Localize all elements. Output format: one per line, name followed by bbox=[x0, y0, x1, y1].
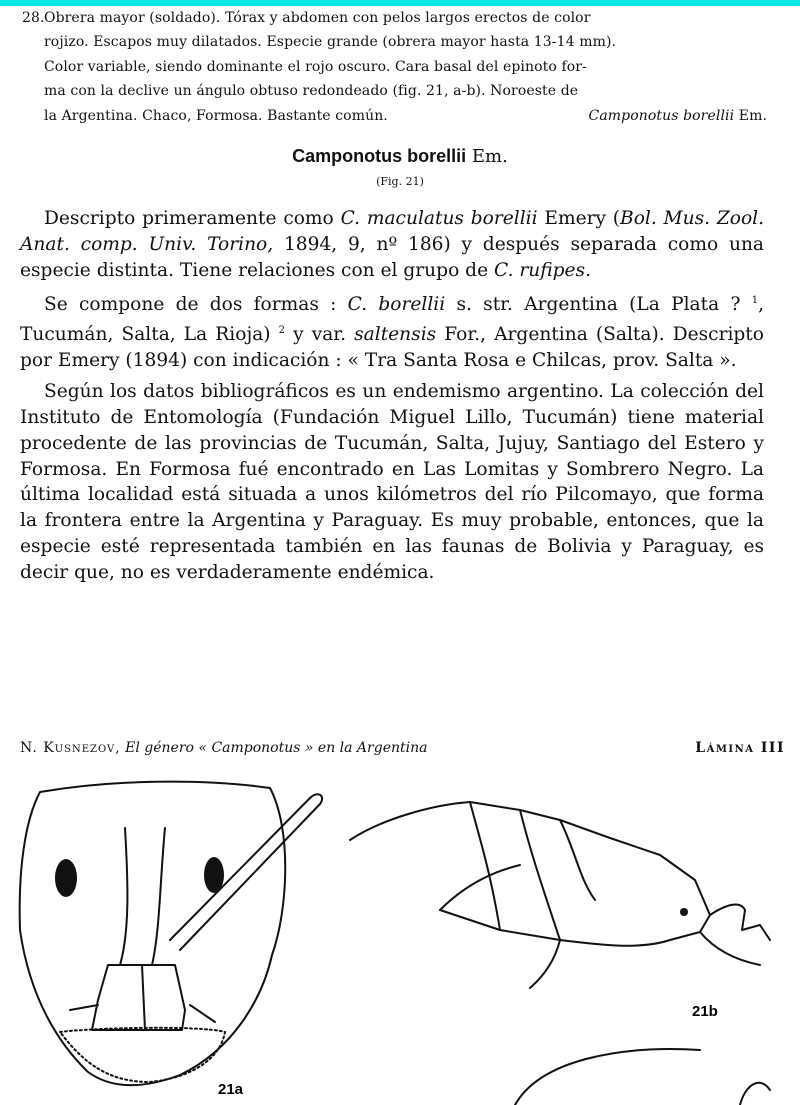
antennal-scape-drawing bbox=[170, 794, 322, 950]
paragraph-3: Según los datos bibliográficos es un endemismo argentino. La colección del Instituto de Entomología (Fundación Miguel Lillo, Tucumán) tiene material procedente de las provincias de Tucumán, Salta, Jujuy, Santiago del Estero y Formosa. En Formosa fué encontrado en Las Lomitas y Sombrero Negro. La última localidad está situada a unos kilómetros del río Pilcomayo, que forma la frontera entre la Argentina y Paraguay. Es muy probable, entonces, que la especie esté representada también en las faunas de Bolivia y Paraguay, es decir que, no es verdaderamente endémica. bbox=[20, 381, 764, 583]
figure-label-21a: 21a bbox=[218, 1081, 244, 1098]
p2-taxon: C. borellii bbox=[347, 294, 446, 316]
plate-number: Lámina III bbox=[695, 740, 785, 756]
thorax-outline-drawing bbox=[350, 802, 710, 946]
right-eye-drawing bbox=[204, 857, 224, 893]
figure-label-21b: 21b bbox=[692, 1003, 718, 1020]
plate-title-a: El género bbox=[125, 740, 194, 756]
species-heading-author: Em. bbox=[471, 146, 508, 167]
plate-title-c: en la Argentina bbox=[317, 740, 428, 756]
key-line-5 bbox=[22, 104, 767, 128]
p2-variety: saltensis bbox=[354, 324, 437, 346]
frontal-carinae-drawing bbox=[120, 828, 165, 965]
plate-author: N. Kusnezov, bbox=[20, 740, 121, 756]
key-line-2: rojizo. Escapos muy dilatados. Especie grande (obrera mayor hasta 13-14 mm). bbox=[44, 34, 617, 51]
p1-citation: Bol. Mus. Zool. Anat. comp. Univ. Torino, bbox=[20, 208, 764, 255]
plate-title-b: « Camponotus » bbox=[198, 740, 314, 756]
p1-text-a: Descripto primeramente como bbox=[44, 208, 341, 229]
left-eye-drawing bbox=[55, 859, 77, 897]
p2-text-c: s. str. Argentina (La Plata ? bbox=[445, 294, 752, 316]
p2-text-a: Se compone de dos formas : bbox=[44, 294, 348, 316]
p2-text-d: , Tucumán, Salta, La Rioja) bbox=[20, 294, 764, 346]
key-species-name: Camponotus borellii bbox=[588, 107, 735, 124]
paragraph-2 bbox=[20, 288, 764, 374]
p2-text-g: For., Argentina (Salta). Descripto por Emery (1894) con indicación : « Tra Santa Rosa e Chilcas, prov. Salta ». bbox=[20, 324, 764, 372]
legs-drawing bbox=[530, 905, 770, 988]
key-species-result bbox=[589, 104, 767, 128]
thorax-sutures-drawing bbox=[440, 802, 595, 940]
p1-text-c: Emery ( bbox=[537, 208, 621, 229]
plate-header bbox=[20, 740, 785, 756]
key-line-1: Obrera mayor (soldado). Tórax y abdomen con pelos largos erectos de color bbox=[44, 10, 591, 26]
clypeus-drawing bbox=[92, 965, 185, 1030]
key-species-author: Em. bbox=[738, 107, 767, 124]
key-line-3: Color variable, siendo dominante el rojo oscuro. Cara basal del epinoto for- bbox=[44, 58, 587, 75]
key-number: 28. bbox=[22, 10, 45, 26]
paragraph-1 bbox=[20, 206, 764, 283]
mandible-base-drawing bbox=[70, 1005, 215, 1022]
ant-figure-plate bbox=[0, 760, 800, 1105]
p1-taxon: C. maculatus borellii bbox=[340, 208, 538, 229]
p1-group: C. rufipes. bbox=[494, 259, 592, 281]
species-heading bbox=[0, 146, 800, 167]
species-heading-name: Camponotus borellii bbox=[292, 146, 467, 166]
p1-text-e: 1894, 9, nº 186) y después separada como una especie distinta. Tiene relaciones con el grupo de bbox=[20, 233, 764, 281]
figure-reference: (Fig. 21) bbox=[376, 175, 424, 188]
thorax-spiracle-drawing bbox=[680, 908, 688, 916]
key-line-5-text: la Argentina. Chaco, Formosa. Bastante común. bbox=[44, 107, 388, 124]
mandible-drawing bbox=[60, 1028, 225, 1082]
key-line-4: ma con la declive un ángulo obtuso redondeado (fig. 21, a-b). Noroeste de bbox=[44, 83, 579, 100]
footnote-marker-1: 1 bbox=[751, 295, 759, 307]
key-entry bbox=[22, 6, 767, 128]
gaster-partial-drawing bbox=[515, 1049, 770, 1105]
plate-citation bbox=[20, 740, 427, 756]
body-text bbox=[20, 206, 764, 591]
footnote-marker-2: 2 bbox=[278, 325, 286, 337]
p2-text-e: y var. bbox=[285, 324, 355, 346]
head-outline-drawing bbox=[20, 782, 286, 1086]
